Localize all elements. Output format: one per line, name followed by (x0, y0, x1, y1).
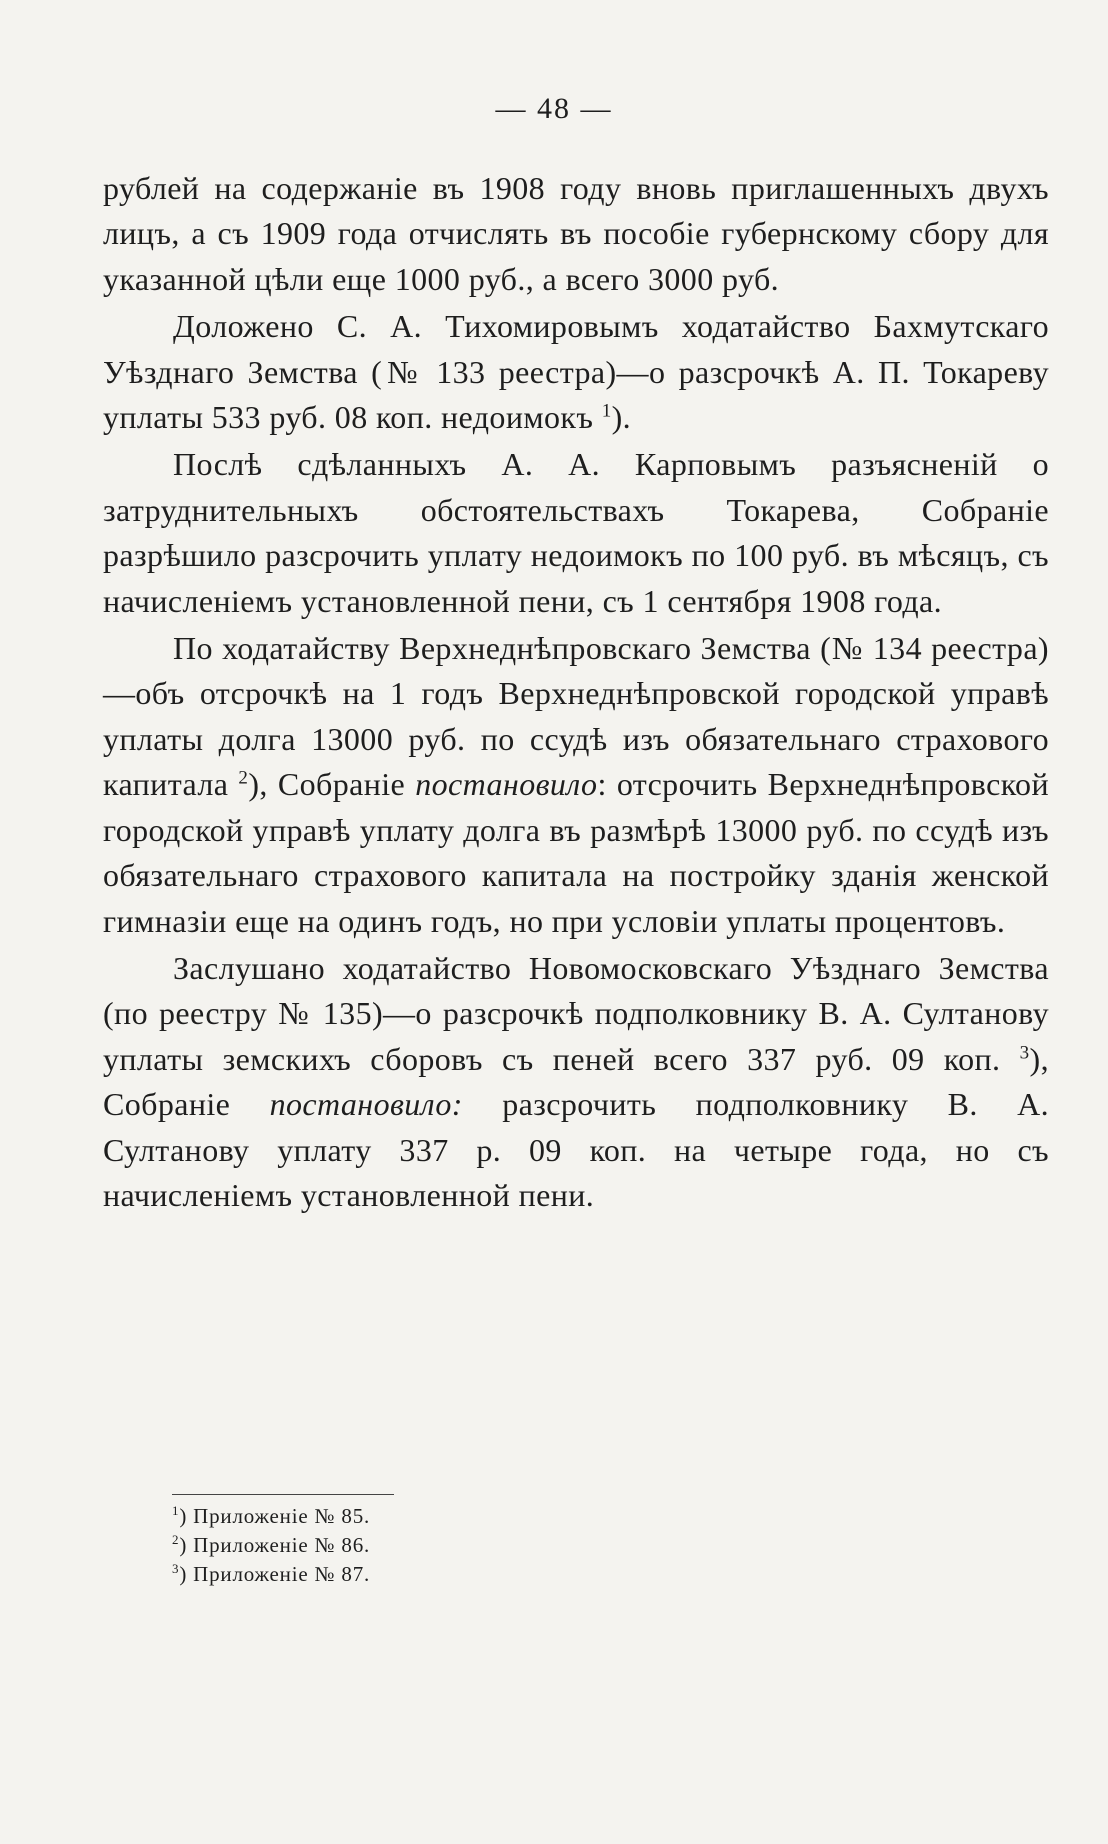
paragraph-4-text-after: : отсрочить Верхнеднѣпровской городской управѣ уплату долга въ размѣрѣ 13000 руб. по ссудѣ изъ обязательнаго страхового капитала на постройку зданія женской гимназіи еще на одинъ годъ, но при условіи уплаты процентовъ. (103, 766, 1049, 939)
paragraph-4-text-before: По ходатайству Верхнеднѣпровскаго Земства (№ 134 реестра)—объ отсрочкѣ на 1 годъ Верхнеднѣпровской городской управѣ уплаты долга 13000 руб. по ссудѣ изъ обязательнаго страхового капитала (103, 630, 1049, 803)
paragraph-4 (103, 626, 1049, 944)
page-number: — 48 — (495, 92, 613, 125)
paragraph-1-text: рублей на содержаніе въ 1908 году вновь приглашенныхъ двухъ лицъ, а съ 1909 года отчислять въ пособіе губернскому сбору для указанной цѣли еще 1000 руб., а всего 3000 руб. (103, 170, 1049, 297)
footnote-2 (172, 1531, 772, 1560)
paragraph-3 (103, 442, 1049, 624)
paragraph-5-text-after: разсрочить подполковнику В. А. Султанову уплату 337 р. 09 коп. на четыре года, но съ начисленіемъ установленной пени. (103, 1086, 1050, 1213)
footnote-ref-2: 2 (238, 767, 249, 789)
footnote-1 (172, 1502, 772, 1531)
body-text (103, 166, 1049, 1220)
paragraph-1 (103, 166, 1049, 302)
footnote-3 (172, 1560, 772, 1589)
paragraph-2 (103, 304, 1049, 440)
footnote-3-text: ) Приложеніе № 87. (179, 1562, 371, 1586)
footnote-ref-3: 3 (1019, 1042, 1030, 1064)
paragraph-3-text: Послѣ сдѣланныхъ А. А. Карповымъ разъясненій о затруднительныхъ обстоятельствахъ Токарева, Собраніе разрѣшило разсрочить уплату недоимокъ по 100 руб. въ мѣсяцъ, съ начисленіемъ установленной пени, съ 1 сентября 1908 года. (103, 446, 1049, 619)
footnote-2-text: ) Приложеніе № 86. (179, 1533, 371, 1557)
paragraph-5-emphasis: постановило: (269, 1086, 463, 1123)
paragraph-2-text: Доложено С. А. Тихомировымъ ходатайство Бахмутскаго Уѣзднаго Земства (№ 133 реестра)—о разсрочкѣ А. П. Токареву уплаты 533 руб. 08 коп. недоимокъ (103, 308, 1049, 436)
paragraph-5-text-mid: ), Собраніе (103, 1040, 1049, 1123)
footnote-divider (172, 1494, 394, 1495)
paragraph-2-tail: ). (611, 399, 632, 436)
footnote-3-mark: 3 (172, 1561, 180, 1576)
paragraph-5 (103, 946, 1049, 1218)
footnotes (172, 1502, 772, 1589)
paragraph-4-emphasis: постановило (415, 766, 598, 803)
footnote-1-mark: 1 (172, 1503, 180, 1518)
footnote-ref-1: 1 (601, 400, 612, 422)
footnote-1-text: ) Приложеніе № 85. (179, 1504, 371, 1528)
footnote-2-mark: 2 (172, 1532, 180, 1547)
paragraph-5-text-before: Заслушано ходатайство Новомосковскаго Уѣзднаго Земства (по реестру № 135)—о разсрочкѣ подполковнику В. А. Султанову уплаты земскихъ сборовъ съ пеней всего 337 руб. 09 коп. (103, 949, 1049, 1077)
paragraph-4-text-mid: ), Собраніе (248, 766, 406, 803)
